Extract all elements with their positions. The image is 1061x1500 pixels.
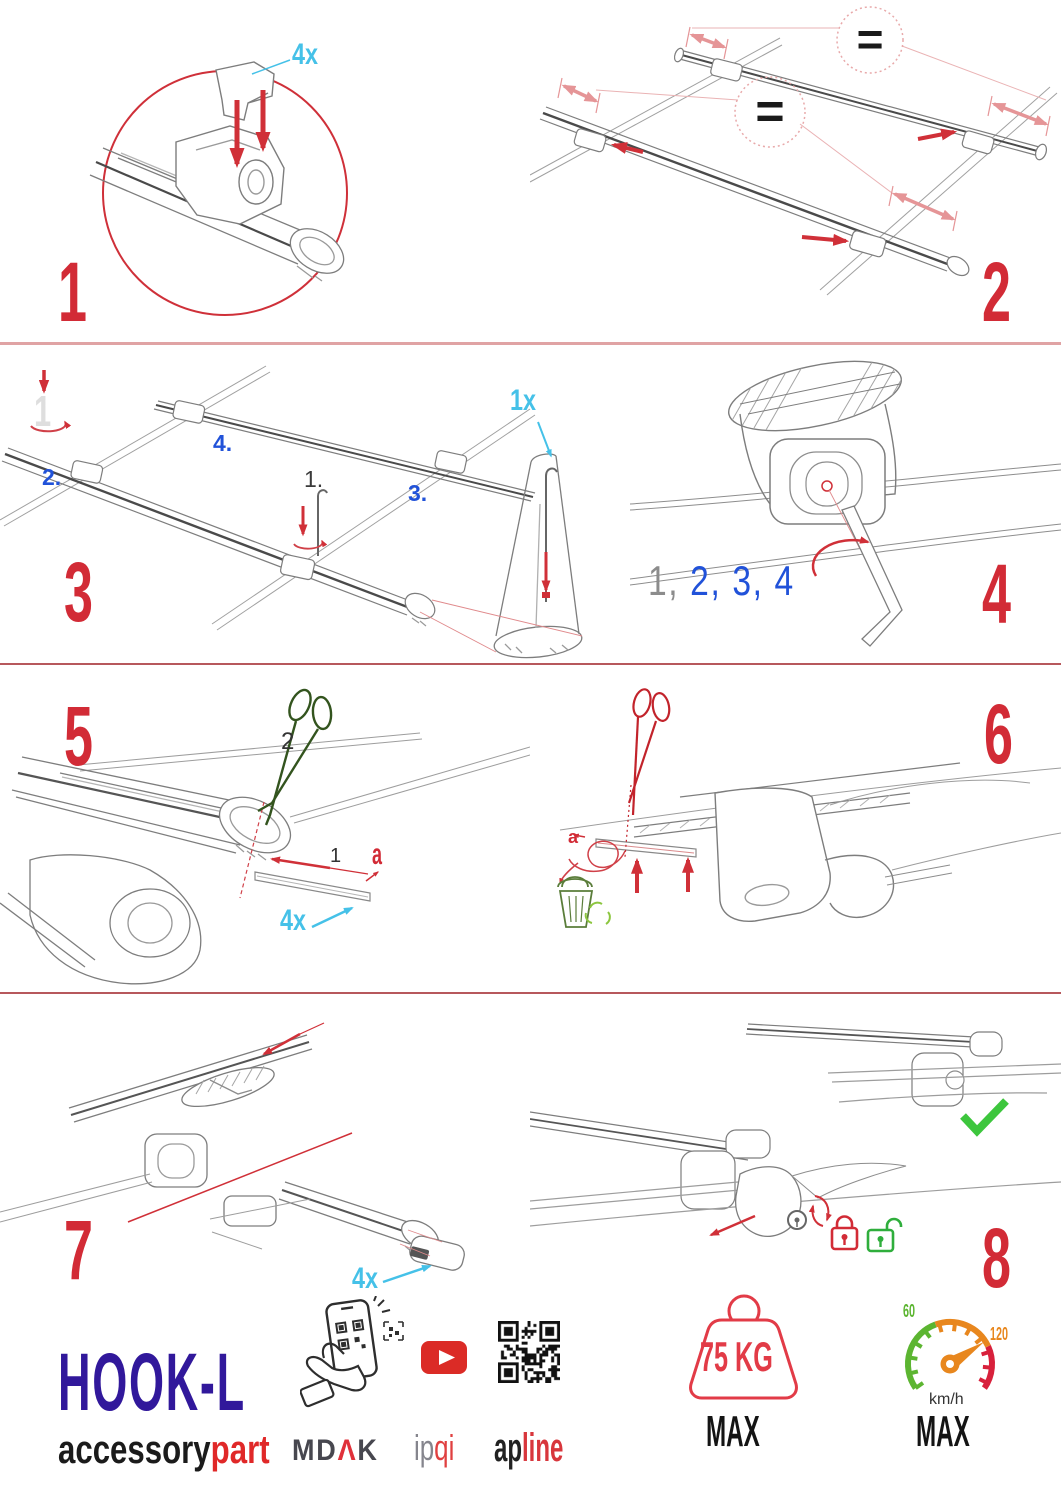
qty-label: 4x — [352, 1262, 379, 1295]
trim-label: a — [568, 827, 579, 847]
speed-max-label: MAX — [916, 1407, 970, 1456]
equals-symbol: = — [856, 13, 884, 65]
allen-key-drawing — [813, 506, 902, 646]
part-label: 1. — [304, 466, 324, 492]
scissors-label: 2 — [281, 728, 295, 755]
step-number-7: 7 — [64, 1203, 93, 1297]
qty-label: 1x — [510, 384, 537, 417]
step-number-3: 3 — [64, 545, 93, 639]
strip-piece-drawing — [596, 839, 696, 857]
apline-logo — [494, 1428, 563, 1468]
qty-label: 4x — [292, 38, 319, 71]
part-label: 2. — [42, 464, 62, 490]
measure-arrows — [558, 27, 1050, 231]
speed-high-label: 120 — [990, 1324, 1009, 1344]
youtube-icon — [421, 1341, 467, 1374]
crossbars-drawing — [540, 47, 1048, 279]
apline-black: ap — [494, 1426, 523, 1470]
mdak-lambda: Λ — [337, 1434, 358, 1467]
foot-drawing — [0, 1134, 207, 1222]
mdak-md: MD — [292, 1434, 338, 1467]
qr-code — [498, 1321, 560, 1383]
bar-end-drawing — [210, 1182, 443, 1255]
hex-key-icon — [294, 490, 327, 556]
speed-unit-label: km/h — [929, 1391, 964, 1408]
mdak-logo — [292, 1436, 379, 1466]
weight-max-label: MAX — [706, 1407, 760, 1456]
weight-value: 75 KG — [700, 1333, 773, 1380]
sequence-blue: 2, 3, 4 — [679, 557, 795, 604]
qty-leader-arrow — [312, 908, 352, 927]
clamp-foot-drawing — [0, 855, 201, 984]
discard-arrows — [637, 860, 688, 893]
equals-badge — [735, 77, 805, 147]
ghost-step-label: 1 — [34, 387, 52, 436]
endcap-tool-drawing — [493, 454, 584, 662]
clamp-body-drawing — [176, 126, 284, 224]
rail-lines-drawing — [78, 733, 530, 823]
trim-label: a — [372, 838, 383, 871]
leader-lines — [596, 28, 1046, 196]
slide-arrows — [614, 132, 954, 241]
part-label: 3. — [408, 480, 428, 506]
slide-arrow — [264, 1023, 324, 1054]
roof-rails-drawing — [530, 38, 1057, 295]
sequence-gray: 1, — [648, 557, 680, 604]
step-number-6: 6 — [984, 687, 1013, 781]
qty-leader-arrow — [538, 422, 551, 456]
speed-low-label: 60 — [903, 1301, 916, 1321]
step-number-2: 2 — [982, 245, 1011, 339]
scissors-icon — [258, 687, 332, 825]
equals-badge — [837, 7, 903, 73]
foot-bracket-drawing — [715, 780, 1030, 921]
step-number-4: 4 — [982, 547, 1011, 641]
foot-closeup-drawing — [723, 348, 914, 549]
part-label: 4. — [213, 430, 233, 456]
product-name: HOOK-L — [58, 1337, 246, 1428]
padlock-open-icon — [868, 1219, 901, 1251]
phone-scan-icon — [300, 1296, 405, 1414]
step-number-8: 8 — [982, 1211, 1011, 1305]
step-number-1: 1 — [58, 245, 87, 339]
crossbar-end-drawing — [12, 757, 300, 864]
mdak-k: K — [357, 1434, 379, 1467]
rubber-strip-drawing — [255, 872, 370, 901]
strip-label: 1 — [330, 845, 342, 867]
qty-label: 4x — [280, 904, 307, 937]
equals-symbol: = — [755, 83, 785, 139]
scissors-icon — [625, 687, 671, 857]
brand-name-red: part — [210, 1428, 270, 1472]
apline-red: line — [522, 1426, 564, 1470]
ipqi-logo — [414, 1427, 455, 1468]
checkmark-icon — [963, 1101, 1006, 1131]
brand-name-black: accessory — [58, 1428, 211, 1472]
padlock-closed-icon — [832, 1217, 857, 1250]
step6-illustration — [530, 665, 1061, 994]
assembly-ok-drawing — [746, 1024, 1061, 1106]
ipqi-red: qi — [434, 1427, 455, 1468]
brand-logo — [58, 1430, 270, 1470]
step-number-5: 5 — [64, 689, 93, 783]
step-sequence-label — [648, 557, 795, 604]
qty-leader-arrow — [383, 1266, 430, 1282]
ipqi-gray: ip — [414, 1427, 435, 1468]
